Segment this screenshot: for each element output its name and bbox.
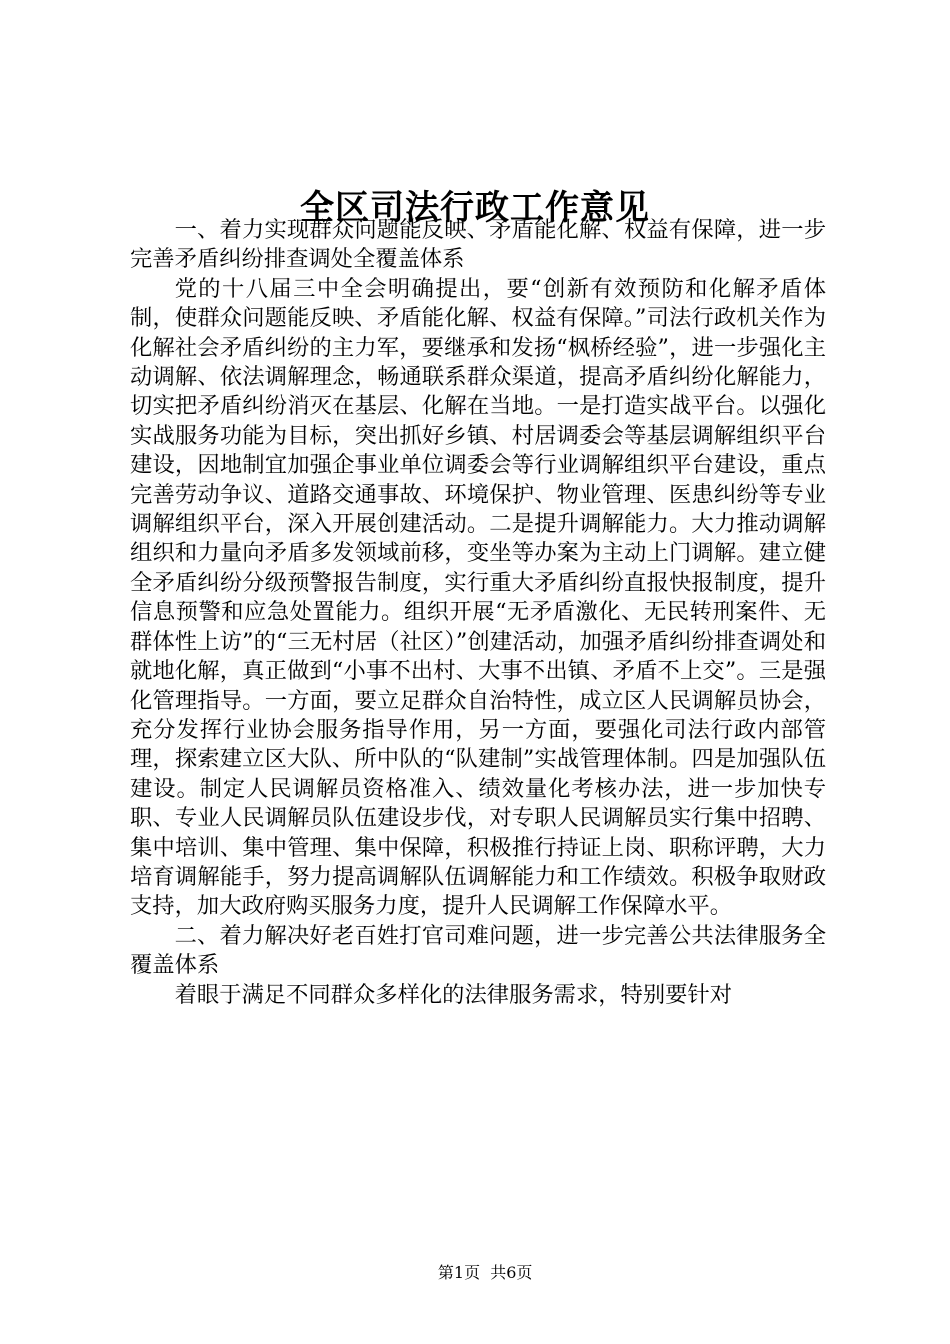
section-heading-1: 一、着力实现群众问题能反映、矛盾能化解、权益有保障，进一步完善矛盾纠纷排查调处全覆盖体系 <box>130 217 826 273</box>
body-paragraph-2: 着眼于满足不同群众多样化的法律服务需求，特别要针对 <box>174 981 733 1008</box>
document-title: 全区司法行政工作意见 <box>300 188 650 228</box>
page-number: 第1页 共6页 <box>437 1263 533 1282</box>
body-paragraph-1: 党的十八届三中全会明确提出，要“创新有效预防和化解矛盾体制，使群众问题能反映、矛盾能化解、权益有保障。”司法行政机关作为化解社会矛盾纠纷的主力军，要继承和发扬“枫桥经验”，进一步强化主动调解、依法调解理念，畅通联系群众渠道，提高矛盾纠纷化解能力，切实把矛盾纠纷消灭在基层、化解在当地。一是打造实战平台。以强化实战服务功能为目标，突出抓好乡镇、村居调委会等基层调解组织平台建设，因地制宜加强企事业单位调委会等行业调解组织平台建设，重点完善劳动争议、道路交通事故、环境保护、物业管理、医患纠纷等专业调解组织平台，深入开展创建活动。二是提升调解能力。大力推动调解组织和力量向矛盾多发领域前移，变坐等办案为主动上门调解。建立健全矛盾纠纷分级预警报告制度，实行重大矛盾纠纷直报快报制度，提升信息预警和应急处置能力。组织开展“无矛盾激化、无民转刑案件、无群体性上访”的“三无村居（社区）”创建活动，加强矛盾纠纷排查调处和就地化解，真正做到“小事不出村、大事不出镇、矛盾不上交”。三是强化管理指导。一方面，要立足群众自治特性，成立区人民调解员协会，充分发挥行业协会服务指导作用，另一方面，要强化司法行政内部管理，探索建立区大队、所中队的“队建制”实战管理体制。四是加强队伍建设。制定人民调解员资格准入、绩效量化考核办法，进一步加快专职、专业人民调解员队伍建设步伐，对专职人民调解员实行集中招聘、集中培训、集中管理、集中保障，积极推行持证上岗、职称评聘，大力培育调解能手，努力提高调解队伍调解能力和工作绩效。积极争取财政支持，加大政府购买服务力度，提升人民调解工作保障水平。 <box>130 275 826 920</box>
document-body <box>130 216 826 1010</box>
page-footer <box>0 1243 950 1303</box>
section-heading-2: 二、着力解决好老百姓打官司难问题，进一步完善公共法律服务全覆盖体系 <box>130 922 826 979</box>
